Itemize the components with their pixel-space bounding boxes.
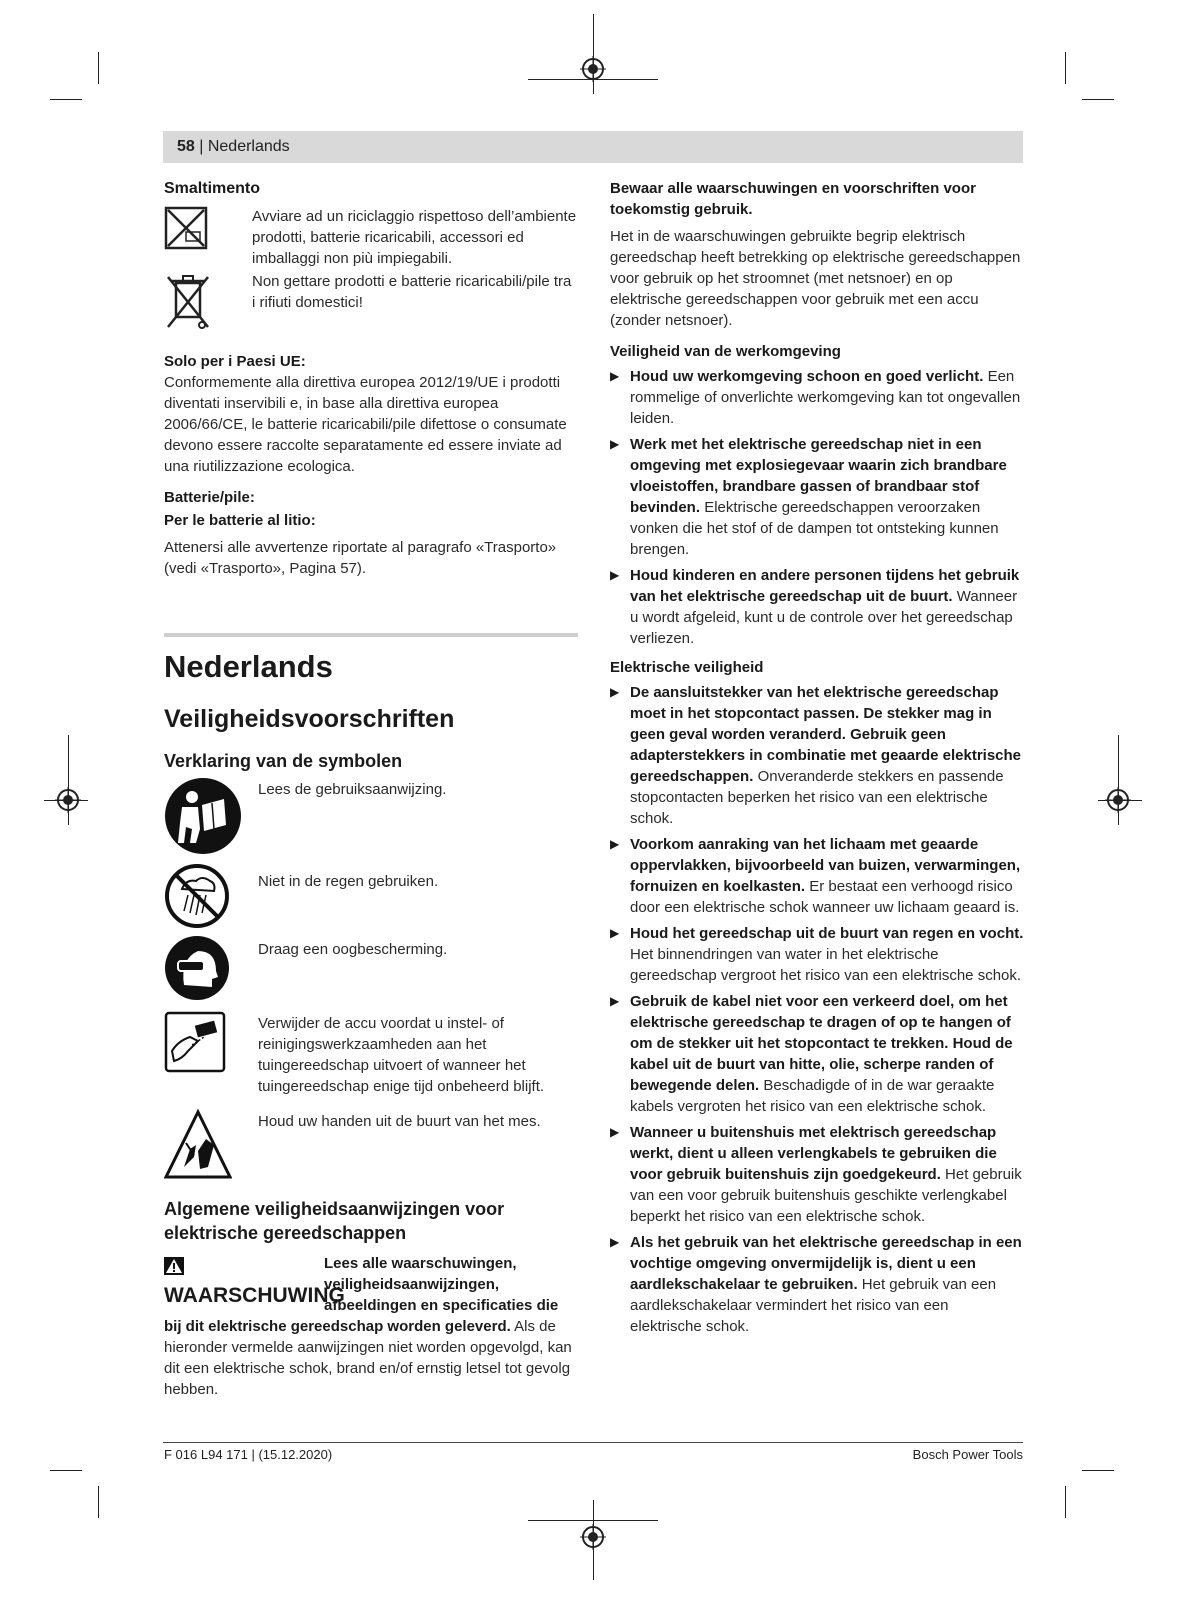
item-bold: Houd uw werkomgeving schoon en goed verlicht. — [630, 368, 984, 385]
crop-mark — [1065, 52, 1066, 84]
list-item — [610, 366, 1024, 429]
item-text: Het binnendringen van water in het elektrische gereedschap vergroot het risico van een elektrische schok. — [630, 946, 1022, 984]
batterie-title: Batterie/pile: — [164, 489, 255, 506]
list-item — [610, 1232, 1024, 1337]
footer-document-id: F 016 L94 171 | (15.12.2020) — [164, 1447, 333, 1462]
registration-mark-icon — [580, 1524, 606, 1550]
symbol-row — [164, 935, 578, 1011]
registration-mark-icon — [1105, 787, 1131, 813]
crop-mark — [593, 14, 594, 94]
crossed-bin-icon — [164, 271, 252, 339]
warning-block — [164, 1253, 578, 1400]
crop-mark — [50, 99, 82, 100]
smaltimento-title: Smaltimento — [164, 180, 261, 197]
smaltimento-text-2: Non gettare prodotti e batterie ricaricabili/pile tra i rifiuti domestici! — [252, 273, 572, 311]
item-text: Onveranderde stekkers en passende stopcontacten beperken het risico van een elektrische schok. — [630, 768, 1004, 827]
warning-label — [164, 1253, 345, 1309]
crop-mark — [1082, 1470, 1114, 1471]
symbol-row — [164, 863, 578, 935]
symbol-text: Draag een oogbescherming. — [258, 941, 448, 958]
item-text: Beschadigde of in de war geraakte kabels vergroten het risico van een elektrische schok. — [630, 1077, 995, 1115]
symbol-text: Houd uw handen uit de buurt van het mes. — [258, 1113, 541, 1130]
list-item — [610, 923, 1024, 986]
list-item — [610, 991, 1024, 1117]
symbol-text: Niet in de regen gebruiken. — [258, 873, 439, 890]
item-bold: Wanneer u buitenshuis met elektrisch gereedschap werkt, dient u alleen verlengkabels te gebruiken die voor gebruik buitenshuis zijn goedgekeurd. — [630, 1124, 997, 1183]
item-text: Het gebruik van een voor gebruik buitenshuis geschikte verlengkabel beperkt het risico van een elektrische schok. — [630, 1166, 1022, 1225]
item-bold: De aansluitstekker van het elektrische gereedschap moet in het stopcontact passen. De stekker mag in geen geval worden veranderd. Gebruik geen adapterstekkers in combinatie met geaarde elektrische gereedschappen. — [630, 684, 1022, 785]
list-item — [610, 434, 1024, 560]
keep-hands-away-icon — [164, 1109, 258, 1187]
header-separator: | — [194, 138, 208, 155]
ue-text: Conformemente alla direttiva europea 2012/19/UE i prodotti diventati inservibili e, in base alla direttiva europea 2006/66/CE, le batterie ricaricabili/pile difettose o consumate devono essere raccolte separatamente ed essere inviate ad una riutilizzazione ecologica. — [164, 374, 567, 475]
symbol-row — [164, 777, 578, 863]
item-text: Wanneer u wordt afgeleid, kunt u de controle over het gereedschap verliezen. — [630, 588, 1018, 647]
warning-triangle-icon — [164, 1255, 184, 1282]
list-item — [610, 565, 1024, 649]
keep-instructions-title: Bewaar alle waarschuwingen en voorschriften voor toekomstig gebruik. — [610, 180, 976, 218]
symbol-row — [164, 1109, 578, 1191]
workplace-title: Veiligheid van de werkomgeving — [610, 343, 841, 360]
section-divider — [164, 633, 578, 637]
header-language: Nederlands — [207, 138, 290, 155]
crop-mark — [1065, 1486, 1066, 1518]
crop-mark — [98, 1486, 99, 1518]
symbol-text: Verwijder de accu voordat u instel- of reinigingswerkzaamheden aan het tuingereedschap uitvoert of wanneer het tuingereedschap enige tijd onbeheerd blijft. — [258, 1015, 545, 1095]
warning-text: Als de hieronder vermelde aanwijzingen niet worden opgevolgd, kan dit een elektrische schok, brand en/of ernstig letsel tot gevolg hebben. — [164, 1318, 572, 1398]
symbol-row — [164, 1011, 578, 1109]
litio-text: Attenersi alle avvertenze riportate al paragrafo «Trasporto» (vedi «Trasporto», Pagina 57). — [164, 539, 557, 577]
footer-brand: Bosch Power Tools — [912, 1447, 1023, 1462]
no-packaging-waste-icon — [164, 206, 252, 256]
item-text: Het gebruik van een aardlekschakelaar vermindert het risico van een elektrische schok. — [630, 1276, 997, 1335]
electrical-title: Elektrische veiligheid — [610, 659, 764, 676]
bin-row — [164, 271, 578, 339]
general-safety-title: Algemene veiligheidsaanwijzingen voor elektrische gereedschappen — [164, 1199, 505, 1243]
right-column — [610, 178, 1024, 1342]
item-text: Er bestaat een verhoogd risico door een elektrische schok wanneer uw lichaam geaard is. — [630, 878, 1020, 916]
ue-title: Solo per i Paesi UE: — [164, 353, 306, 370]
read-manual-icon — [164, 777, 258, 861]
remove-battery-icon — [164, 1011, 258, 1079]
warning-bold-text: Lees alle waarschuwingen, veiligheidsaanwijzingen, afbeeldingen en specificaties die bij dit elektrische gereedschap worden geleverd. — [164, 1255, 559, 1335]
left-column — [164, 178, 578, 1400]
item-bold: Gebruik de kabel niet voor een verkeerd doel, om het elektrische gereedschap te dragen of op te hangen of om de stekker uit het stopcontact te trekken. Houd de kabel uit de buurt van hitte, olie, scherpe randen of bewegende delen. — [630, 993, 1013, 1094]
list-item — [610, 834, 1024, 918]
warning-label-text: WAARSCHUWING — [164, 1284, 345, 1307]
symbols-title: Verklaring van de symbolen — [164, 751, 403, 771]
list-item — [610, 1122, 1024, 1227]
crop-mark — [98, 52, 99, 84]
item-bold: Als het gebruik van het elektrische gereedschap in een vochtige omgeving onvermijdelijk is, dient u een aardlekschakelaar te gebruiken. — [630, 1234, 1022, 1293]
item-bold: Houd kinderen en andere personen tijdens het gebruik van het elektrische gereedschap uit de buurt. — [630, 567, 1020, 605]
registration-mark-icon — [55, 787, 81, 813]
crop-mark — [528, 1520, 658, 1521]
list-item — [610, 682, 1024, 829]
eye-protection-icon — [164, 935, 258, 1007]
item-bold: Werk met het elektrische gereedschap niet in een omgeving met explosiegevaar waarin zich brandbare vloeistoffen, brandbare gassen of brandbaar stof bevinden. — [630, 436, 1007, 516]
page-number: 58 — [177, 138, 195, 155]
footer-divider — [163, 1442, 1023, 1443]
crop-mark — [1082, 99, 1114, 100]
litio-title: Per le batterie al litio: — [164, 512, 316, 529]
crop-mark — [50, 1470, 82, 1471]
registration-mark-icon — [580, 56, 606, 82]
item-text: Elektrische gereedschappen veroorzaken vonken die het stof of de dampen tot ontsteking kunnen brengen. — [630, 499, 999, 558]
smaltimento-text-1: Avviare ad un riciclaggio rispettoso dell’ambiente prodotti, batterie ricaricabili, accessori ed imballaggi non più impiegabili. — [252, 208, 577, 267]
electrical-list — [610, 682, 1024, 1337]
no-rain-icon — [164, 863, 258, 935]
disposal-row — [164, 206, 578, 269]
symbol-text: Lees de gebruiksaanwijzing. — [258, 781, 447, 798]
keep-instructions-text: Het in de waarschuwingen gebruikte begrip elektrisch gereedschap heeft betrekking op elektrische gereedschappen voor gebruik op het stroomnet (met netsnoer) en op elektrische gereedschappen voor gebruik met een accu (zonder netsnoer). — [610, 228, 1021, 329]
item-bold: Voorkom aanraking van het lichaam met geaarde oppervlakken, bijvoorbeeld van buizen, verwarmingen, fornuizen en koelkasten. — [630, 836, 1021, 895]
safety-title: Veiligheidsvoorschriften — [164, 705, 455, 733]
language-title: Nederlands — [164, 649, 333, 684]
item-bold: Houd het gereedschap uit de buurt van regen en vocht. — [630, 925, 1024, 942]
item-text: Een rommelige of onverlichte werkomgeving kan tot ongevallen leiden. — [630, 368, 1021, 427]
workplace-list — [610, 366, 1024, 649]
page-header — [163, 131, 1023, 163]
